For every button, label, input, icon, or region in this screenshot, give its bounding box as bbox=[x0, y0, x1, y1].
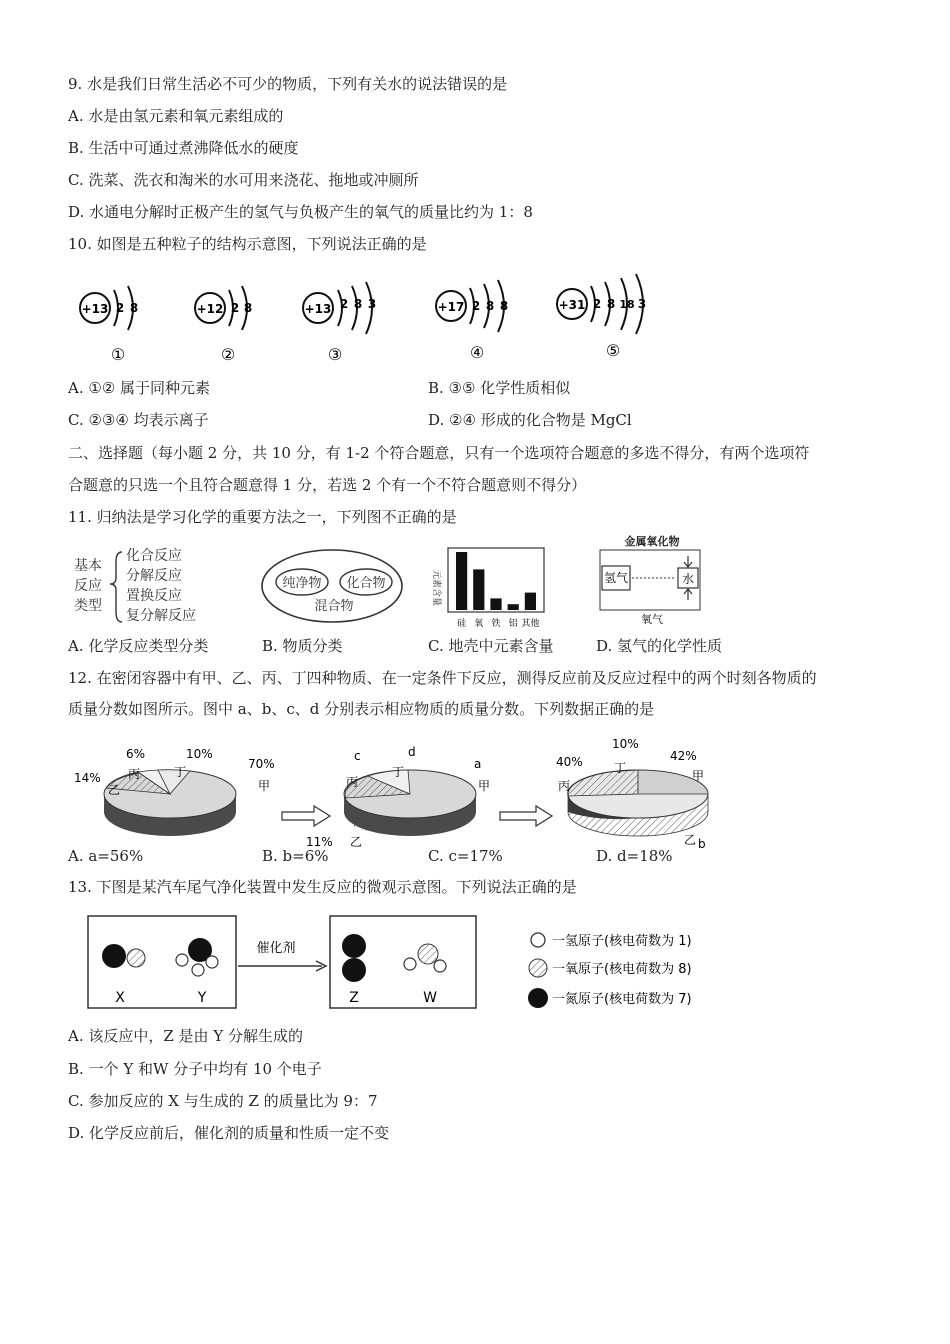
q12-option-d: D. d=18% bbox=[596, 847, 673, 865]
svg-text:3: 3 bbox=[637, 297, 647, 311]
q11-fig-c-crust-elements-chart bbox=[424, 546, 548, 630]
pie-middle bbox=[306, 745, 490, 849]
particle-4 bbox=[436, 280, 508, 362]
particle-5 bbox=[557, 274, 646, 360]
svg-text:2: 2 bbox=[592, 297, 602, 311]
q11-option-b: B. 物质分类 bbox=[262, 637, 343, 655]
svg-text:10%: 10% bbox=[612, 737, 639, 751]
section2-heading-line2: 合题意的只选一个且符合题意得 1 分，若选 2 个有一个不符合题意则不得分） bbox=[68, 476, 587, 494]
svg-text:b: b bbox=[698, 837, 706, 851]
q9-option-d: D. 水通电分解时正极产生的氢气与负极产生的氧气的质量比约为 1：8 bbox=[68, 203, 533, 221]
svg-text:6%: 6% bbox=[126, 747, 146, 761]
legend-nitrogen: 一氮原子(核电荷数为 7) bbox=[552, 992, 692, 1007]
section2-heading-line1: 二、选择题（每小题 2 分，共 10 分，有 1-2 个符合题意，只有一个选项符合题意的多选不得分，有两个选项符 bbox=[68, 444, 810, 462]
q11-option-a: A. 化学反应类型分类 bbox=[68, 637, 209, 655]
q12-pie-charts bbox=[68, 736, 728, 854]
legend-oxygen: 一氧原子(核电荷数为 8) bbox=[552, 962, 692, 977]
svg-text:乙: 乙 bbox=[108, 783, 121, 797]
arrow-right-icon bbox=[500, 806, 552, 826]
q12-option-b: B. b=6% bbox=[262, 847, 329, 865]
svg-text:催化剂: 催化剂 bbox=[256, 941, 296, 956]
pie-before bbox=[74, 747, 275, 836]
q13-option-a: A. 该反应中，Z 是由 Y 分解生成的 bbox=[68, 1027, 303, 1045]
svg-text:置换反应: 置换反应 bbox=[126, 588, 182, 604]
svg-text:丙: 丙 bbox=[558, 779, 571, 793]
legend-hydrogen: 一氢原子(核电荷数为 1) bbox=[552, 934, 692, 949]
svg-text:2: 2 bbox=[230, 301, 240, 315]
svg-text:+13: +13 bbox=[81, 302, 109, 316]
svg-text:丁: 丁 bbox=[174, 765, 187, 779]
svg-text:水: 水 bbox=[681, 572, 695, 586]
q10-option-c: C. ②③④ 均表示离子 bbox=[68, 411, 209, 429]
svg-text:丙: 丙 bbox=[346, 775, 359, 789]
svg-text:8: 8 bbox=[129, 301, 139, 315]
q12-stem-line1: 12. 在密闭容器中有甲、乙、丙、丁四种物质、在一定条件下反应，测得反应前及反应过程中的两个时刻各物质的 bbox=[68, 669, 817, 687]
arrow-right-icon bbox=[282, 806, 330, 826]
svg-text:X: X bbox=[115, 990, 125, 1006]
svg-text:11%: 11% bbox=[306, 835, 333, 849]
q12-option-c: C. c=17% bbox=[428, 847, 503, 865]
svg-text:2: 2 bbox=[115, 301, 125, 315]
q9-stem: 9. 水是我们日常生活必不可少的物质，下列有关水的说法错误的是 bbox=[68, 75, 508, 93]
svg-text:+12: +12 bbox=[196, 302, 224, 316]
q9-option-b: B. 生活中可通过煮沸降低水的硬度 bbox=[68, 139, 299, 157]
q13-option-b: B. 一个 Y 和W 分子中均有 10 个电子 bbox=[68, 1060, 322, 1078]
svg-text:氧气: 氧气 bbox=[641, 613, 663, 624]
chart-tick-label: 其他 bbox=[521, 619, 540, 629]
svg-text:⑤: ⑤ bbox=[605, 341, 621, 360]
svg-text:42%: 42% bbox=[670, 749, 697, 763]
svg-text:70%: 70% bbox=[248, 757, 275, 771]
svg-text:8: 8 bbox=[353, 297, 363, 311]
chart-bar-2 bbox=[490, 598, 501, 610]
q10-particle-diagrams bbox=[70, 268, 670, 368]
svg-text:氢气: 氢气 bbox=[603, 571, 629, 585]
q9-option-c: C. 洗菜、洗衣和淘米的水可用来浇花、拖地或冲厕所 bbox=[68, 171, 419, 189]
chart-tick-label: 氧 bbox=[474, 619, 484, 629]
svg-text:3: 3 bbox=[367, 297, 377, 311]
svg-text:乙: 乙 bbox=[684, 833, 697, 847]
q11-stem: 11. 归纳法是学习化学的重要方法之一，下列图不正确的是 bbox=[68, 508, 457, 526]
chart-tick-label: 硅 bbox=[457, 619, 467, 629]
svg-text:甲: 甲 bbox=[692, 769, 705, 783]
svg-text:Z: Z bbox=[349, 990, 359, 1006]
svg-text:甲: 甲 bbox=[478, 779, 491, 793]
chart-bar-1 bbox=[473, 569, 484, 610]
particle-3 bbox=[303, 282, 376, 364]
svg-text:化合物: 化合物 bbox=[346, 576, 386, 591]
svg-text:复分解反应: 复分解反应 bbox=[126, 608, 196, 624]
chart-ylabel: 元素含量 bbox=[431, 570, 441, 607]
svg-text:2: 2 bbox=[339, 297, 349, 311]
q13-option-d: D. 化学反应前后，催化剂的质量和性质一定不变 bbox=[68, 1124, 390, 1142]
svg-text:类型: 类型 bbox=[74, 598, 102, 614]
pie-after bbox=[556, 737, 708, 851]
q10-option-a: A. ①② 属于同种元素 bbox=[68, 379, 211, 397]
q12-option-a: A. a=56% bbox=[68, 847, 144, 865]
q11-option-c: C. 地壳中元素含量 bbox=[428, 637, 554, 655]
svg-text:乙: 乙 bbox=[350, 835, 363, 849]
chart-bars bbox=[456, 552, 536, 610]
q12-stem-line2: 质量分数如图所示。图中 a、b、c、d 分别表示相应物质的质量分数。下列数据正确的是 bbox=[68, 700, 655, 718]
svg-text:甲: 甲 bbox=[258, 779, 271, 793]
svg-text:a: a bbox=[474, 757, 482, 771]
svg-text:丁: 丁 bbox=[614, 761, 627, 775]
q11-option-d: D. 氢气的化学性质 bbox=[596, 637, 723, 655]
svg-text:8: 8 bbox=[243, 301, 253, 315]
q13-option-c: C. 参加反应的 X 与生成的 Z 的质量比为 9：7 bbox=[68, 1092, 378, 1110]
svg-text:10%: 10% bbox=[186, 747, 213, 761]
svg-text:分解反应: 分解反应 bbox=[126, 568, 182, 584]
svg-text:丙: 丙 bbox=[128, 767, 141, 781]
svg-text:丁: 丁 bbox=[392, 765, 405, 779]
chart-tick-label: 铁 bbox=[491, 619, 501, 629]
svg-text:基本: 基本 bbox=[74, 558, 102, 574]
svg-text:8: 8 bbox=[499, 299, 509, 313]
svg-text:c: c bbox=[354, 749, 361, 763]
svg-text:+13: +13 bbox=[304, 302, 332, 316]
svg-text:14%: 14% bbox=[74, 771, 101, 785]
q11-fig-d-hydrogen-properties bbox=[596, 534, 706, 624]
particle-2 bbox=[195, 286, 252, 364]
chart-tick-label: 铝 bbox=[508, 619, 518, 629]
svg-text:化合反应: 化合反应 bbox=[126, 548, 182, 564]
svg-text:W: W bbox=[423, 990, 437, 1006]
svg-text:8: 8 bbox=[606, 297, 616, 311]
chart-bar-3 bbox=[508, 604, 519, 610]
svg-text:+17: +17 bbox=[437, 300, 465, 314]
q10-stem: 10. 如图是五种粒子的结构示意图，下列说法正确的是 bbox=[68, 235, 427, 253]
q11-fig-b-substance-classification bbox=[258, 546, 408, 626]
svg-text:+31: +31 bbox=[558, 298, 586, 312]
svg-text:①: ① bbox=[110, 345, 126, 364]
svg-text:②: ② bbox=[220, 345, 236, 364]
svg-text:④: ④ bbox=[469, 343, 485, 362]
svg-text:40%: 40% bbox=[556, 755, 583, 769]
svg-text:纯净物: 纯净物 bbox=[282, 576, 322, 591]
svg-text:混合物: 混合物 bbox=[314, 599, 354, 614]
chart-tick-labels bbox=[457, 617, 539, 629]
q9-option-a: A. 水是由氢元素和氧元素组成的 bbox=[68, 107, 284, 125]
svg-text:Y: Y bbox=[197, 990, 207, 1006]
q13-stem: 13. 下图是某汽车尾气净化装置中发生反应的微观示意图。下列说法正确的是 bbox=[68, 878, 577, 896]
svg-text:2: 2 bbox=[471, 299, 481, 313]
q10-option-b: B. ③⑤ 化学性质相似 bbox=[428, 379, 571, 397]
particle-1 bbox=[80, 286, 138, 364]
q11-fig-a-reaction-types bbox=[70, 540, 220, 630]
q10-option-d: D. ②④ 形成的化合物是 MgCl bbox=[428, 411, 632, 429]
svg-text:反应: 反应 bbox=[74, 578, 102, 594]
q13-micro-reaction-diagram bbox=[86, 912, 766, 1012]
chart-bar-4 bbox=[525, 593, 536, 610]
chart-bar-0 bbox=[456, 552, 467, 610]
svg-text:18: 18 bbox=[619, 298, 635, 311]
svg-text:③: ③ bbox=[327, 345, 343, 364]
svg-text:金属氧化物: 金属氧化物 bbox=[624, 535, 680, 548]
svg-text:d: d bbox=[408, 745, 416, 759]
svg-text:8: 8 bbox=[485, 299, 495, 313]
